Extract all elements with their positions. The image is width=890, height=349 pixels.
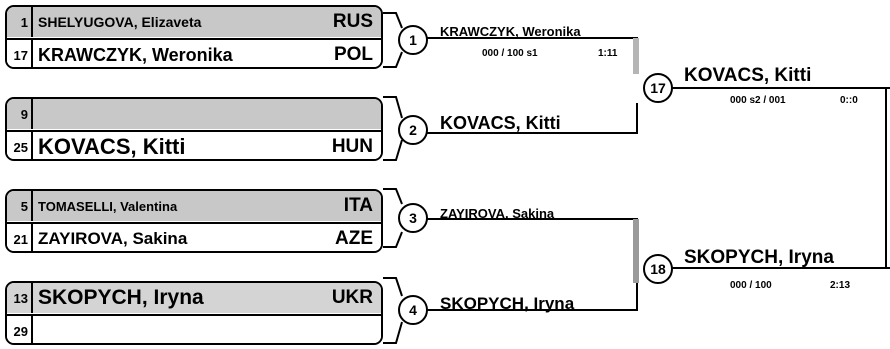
bout-score: 000 s2 / 001 <box>730 95 786 106</box>
seed-number: 17 <box>7 40 33 69</box>
seed-number: 1 <box>7 7 33 37</box>
match-number-4: 4 <box>398 295 428 325</box>
seed-number: 13 <box>7 283 33 313</box>
bout-score: 000 / 100 <box>730 280 772 291</box>
winner-name: ZAYIROVA, Sakina <box>440 206 555 221</box>
bout-time: 0::0 <box>840 95 858 106</box>
match-number-3: 3 <box>398 203 428 233</box>
bout-1 <box>5 5 383 69</box>
bout-score: 000 / 100 s1 <box>482 48 538 59</box>
competitor-name: KOVACS, Kitti <box>38 134 186 159</box>
bout-time: 2:13 <box>830 280 851 291</box>
competitor-row <box>7 283 381 313</box>
winner-name: SKOPYCH, Iryna <box>440 294 575 313</box>
competitor-row <box>7 314 381 345</box>
nation-code: AZE <box>335 228 373 249</box>
seed-number: 25 <box>7 132 33 161</box>
nation-code: RUS <box>332 11 373 32</box>
nation-code: HUN <box>331 136 373 157</box>
match-number-2: 2 <box>398 115 428 145</box>
winner-name: KOVACS, Kitti <box>684 65 812 86</box>
competitor-row <box>7 38 381 69</box>
bout-2 <box>5 97 383 161</box>
match-number-1: 1 <box>398 25 428 55</box>
match-number-17: 17 <box>643 73 673 103</box>
winner-name: KRAWCZYK, Weronika <box>440 24 581 39</box>
competitor-name: TOMASELLI, Valentina <box>38 198 178 214</box>
seed-number: 5 <box>7 191 33 221</box>
bout-4 <box>5 281 383 345</box>
competitor-name: ZAYIROVA, Sakina <box>38 229 188 248</box>
nation-code: POL <box>333 44 373 65</box>
nation-code: UKR <box>331 287 373 308</box>
competitor-row <box>7 99 381 129</box>
bout-3 <box>5 189 383 253</box>
match-number-18: 18 <box>643 254 673 284</box>
competitor-row <box>7 191 381 221</box>
bout-time: 1:11 <box>598 48 618 59</box>
competitor-row <box>7 130 381 161</box>
competitor-row <box>7 222 381 253</box>
winner-name: SKOPYCH, Iryna <box>684 247 834 268</box>
competitor-name: SKOPYCH, Iryna <box>38 286 204 309</box>
competitor-name: KRAWCZYK, Weronika <box>38 44 233 65</box>
competitor-row <box>7 7 381 37</box>
seed-number: 21 <box>7 224 33 253</box>
seed-number: 29 <box>7 316 33 345</box>
winner-name: KOVACS, Kitti <box>440 113 561 133</box>
nation-code: ITA <box>343 195 373 216</box>
competitor-name: SHELYUGOVA, Elizaveta <box>38 14 202 30</box>
seed-number: 9 <box>7 99 33 129</box>
